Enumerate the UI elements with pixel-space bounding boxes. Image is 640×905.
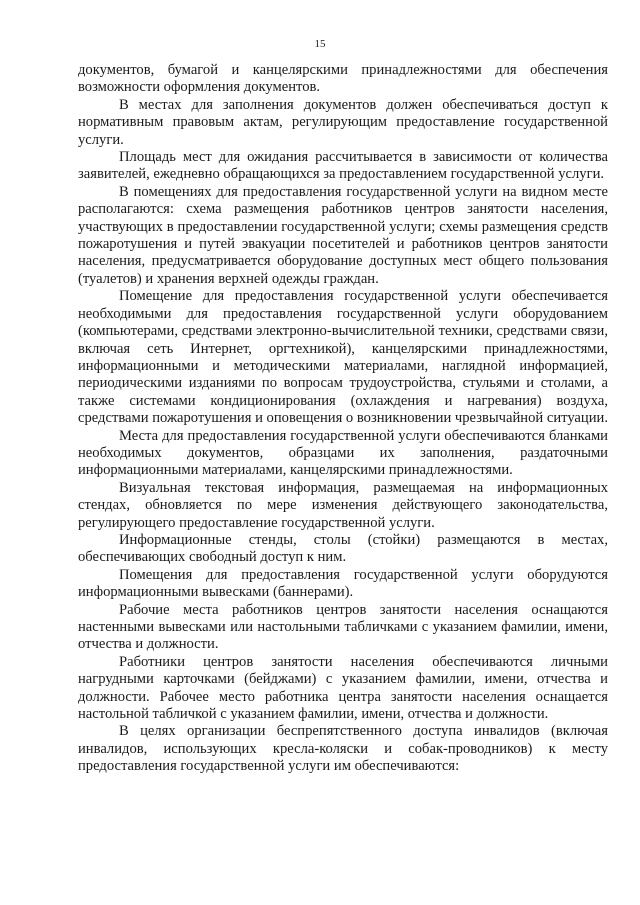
paragraph: Места для предоставления государственной услуги обеспечиваются бланками необходимых документов, образцами их заполнения, раздаточными информационными материалами, канцелярскими принадлежностями.	[78, 427, 608, 479]
document-body	[78, 62, 608, 776]
paragraph: Помещения для предоставления государственной услуги оборудуются информационными вывесками (баннерами).	[78, 566, 608, 601]
paragraph: Информационные стенды, столы (стойки) размещаются в местах, обеспечивающих свободный доступ к ним.	[78, 531, 608, 566]
paragraph: В местах для заполнения документов должен обеспечиваться доступ к нормативным правовым актам, регулирующим предоставление государственной услуги.	[78, 96, 608, 148]
paragraph: Рабочие места работников центров занятости населения оснащаются настенными вывесками или настольными табличками с указанием фамилии, имени, отчества и должности.	[78, 601, 608, 653]
paragraph: В целях организации беспрепятственного доступа инвалидов (включая инвалидов, использующих кресла-коляски и собак-проводников) к месту предоставления государственной услуги им обеспечиваются:	[78, 723, 608, 775]
paragraph: документов, бумагой и канцелярскими принадлежностями для обеспечения возможности оформления документов.	[78, 62, 608, 96]
paragraph: В помещениях для предоставления государственной услуги на видном месте располагаются: схема размещения работников центров занятости населения, участвующих в предоставлении государственной услуги; схемы размещения средств пожаротушения и путей эвакуации посетителей и работников центров занятости населения, предусматривается оборудование доступных мест общего пользования (туалетов) и хранения верхней одежды граждан.	[78, 183, 608, 287]
paragraph: Площадь мест для ожидания рассчитывается в зависимости от количества заявителей, ежедневно обращающихся за предоставлением государственной услуги.	[78, 149, 608, 183]
paragraph: Помещение для предоставления государственной услуги обеспечивается необходимыми для предоставления государственной услуги оборудованием (компьютерами, средствами электронно-вычислительной техники, средствами связи, включая сеть Интернет, оргтехникой), канцелярскими принадлежностями, информационными и методическими материалами, наглядной информацией, периодическими изданиями по вопросам трудоустройства, стульями и столами, а также системами кондиционирования (охлаждения и нагревания) воздуха, средствами пожаротушения и оповещения о возникновении чрезвычайной ситуации.	[78, 288, 608, 427]
paragraph: Визуальная текстовая информация, размещаемая на информационных стендах, обновляется по мере изменения действующего законодательства, регулирующего предоставление государственной услуги.	[78, 479, 608, 531]
paragraph: Работники центров занятости населения обеспечиваются личными нагрудными карточками (бейджами) с указанием фамилии, имени, отчества и должности. Рабочее место работника центра занятости населения оснащается настольной табличкой с указанием фамилии, имени, отчества и должности.	[78, 653, 608, 723]
page-number: 15	[314, 38, 326, 50]
